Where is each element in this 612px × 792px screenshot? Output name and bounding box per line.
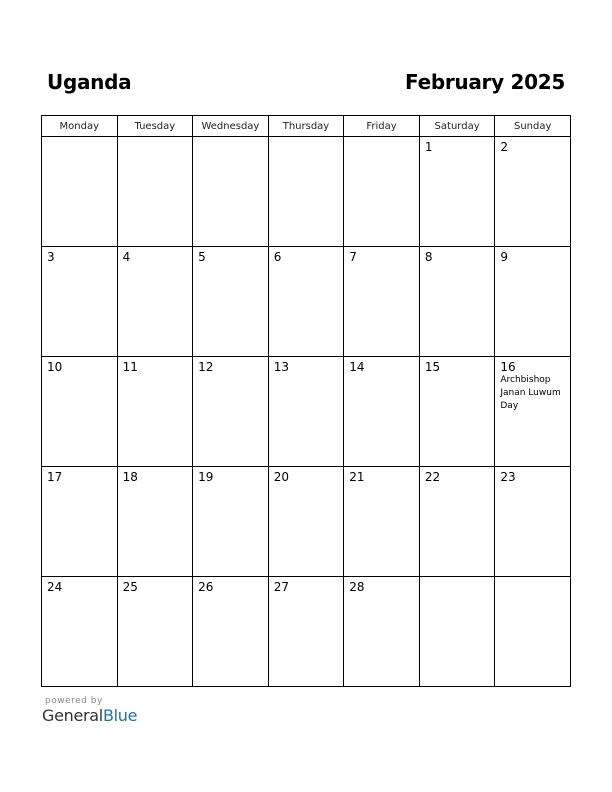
weekday-saturday: Saturday: [419, 116, 495, 137]
day-cell: [344, 357, 420, 467]
weekday-wednesday: Wednesday: [193, 116, 269, 137]
day-number: 7: [349, 250, 357, 264]
day-number: 23: [500, 470, 516, 484]
day-cell: [419, 137, 495, 247]
day-number: 20: [273, 470, 289, 484]
day-number: 26: [198, 580, 214, 594]
day-number: 21: [349, 470, 365, 484]
day-number: 2: [500, 140, 509, 154]
day-number: 15: [424, 360, 441, 374]
day-cell: [268, 247, 344, 357]
day-cell: [193, 247, 269, 357]
day-number: [495, 577, 570, 580]
day-cell: [42, 137, 118, 247]
day-cell: [193, 467, 269, 577]
day-cell: [193, 137, 269, 247]
calendar-grid: [41, 115, 571, 687]
day-number: 6: [273, 250, 282, 264]
day-number: 12: [198, 360, 214, 374]
logo-blue-text: Blue: [102, 706, 138, 725]
day-number: 13: [273, 360, 289, 374]
week-row-4: [42, 467, 571, 577]
weekday-monday: Monday: [42, 116, 118, 137]
day-cell: [344, 577, 420, 687]
weekday-tuesday: Tuesday: [117, 116, 193, 137]
day-cell: [193, 357, 269, 467]
day-number: [118, 137, 193, 140]
week-row-5: [42, 577, 571, 687]
footer-branding[interactable]: [42, 696, 137, 725]
day-cell: [42, 247, 118, 357]
week-row-3: [42, 357, 571, 467]
day-cell: [419, 577, 495, 687]
day-cell: [268, 467, 344, 577]
day-number: 1: [424, 140, 433, 154]
day-number: 10: [47, 360, 63, 374]
day-number: 24: [47, 580, 63, 594]
day-cell: [117, 357, 193, 467]
day-cell: [268, 357, 344, 467]
day-number: 4: [122, 250, 131, 264]
day-cell: [495, 247, 571, 357]
day-number: [420, 577, 495, 580]
day-cell: [42, 467, 118, 577]
day-cell: [419, 467, 495, 577]
week-row-1: [42, 137, 571, 247]
day-number: 9: [500, 250, 509, 264]
weekday-sunday: Sunday: [495, 116, 571, 137]
calendar-header: [0, 0, 612, 110]
day-number: [193, 137, 268, 140]
day-number: [42, 137, 117, 140]
day-number: 11: [122, 360, 138, 374]
day-cell: [419, 357, 495, 467]
day-number: 16: [500, 360, 516, 374]
day-number: 5: [198, 250, 206, 264]
powered-by-label: powered by: [45, 696, 103, 706]
weekday-thursday: Thursday: [268, 116, 344, 137]
country-title: Uganda: [47, 70, 132, 94]
day-cell: [268, 137, 344, 247]
day-cell: [495, 467, 571, 577]
day-number: 22: [424, 470, 441, 484]
day-number: 17: [47, 470, 63, 484]
day-cell: [495, 577, 571, 687]
day-number: 3: [47, 250, 55, 264]
logo-general-text: General: [42, 706, 103, 725]
day-cell: [495, 137, 571, 247]
day-number: 14: [349, 360, 365, 374]
day-cell: [117, 577, 193, 687]
day-cell: [117, 467, 193, 577]
day-cell: [42, 357, 118, 467]
day-cell: [344, 247, 420, 357]
day-cell: [344, 137, 420, 247]
day-number: 27: [273, 580, 289, 594]
week-row-2: [42, 247, 571, 357]
holiday-label: Archbishop Janan Luwum Day: [500, 375, 561, 411]
day-number: 28: [349, 580, 365, 594]
day-number: [269, 137, 344, 140]
day-cell: [419, 247, 495, 357]
weekday-friday: Friday: [344, 116, 420, 137]
day-cell-holiday: [495, 357, 571, 467]
day-cell: [268, 577, 344, 687]
day-cell: [117, 247, 193, 357]
day-number: [344, 137, 419, 140]
month-title: February 2025: [405, 70, 565, 94]
day-cell: [42, 577, 118, 687]
day-cell: [344, 467, 420, 577]
generalblue-logo[interactable]: [42, 706, 137, 725]
day-number: 8: [424, 250, 433, 264]
weekday-header-row: [42, 116, 571, 137]
day-cell: [193, 577, 269, 687]
day-cell: [117, 137, 193, 247]
day-number: 19: [198, 470, 214, 484]
day-number: 18: [122, 470, 138, 484]
day-number: 25: [122, 580, 138, 594]
